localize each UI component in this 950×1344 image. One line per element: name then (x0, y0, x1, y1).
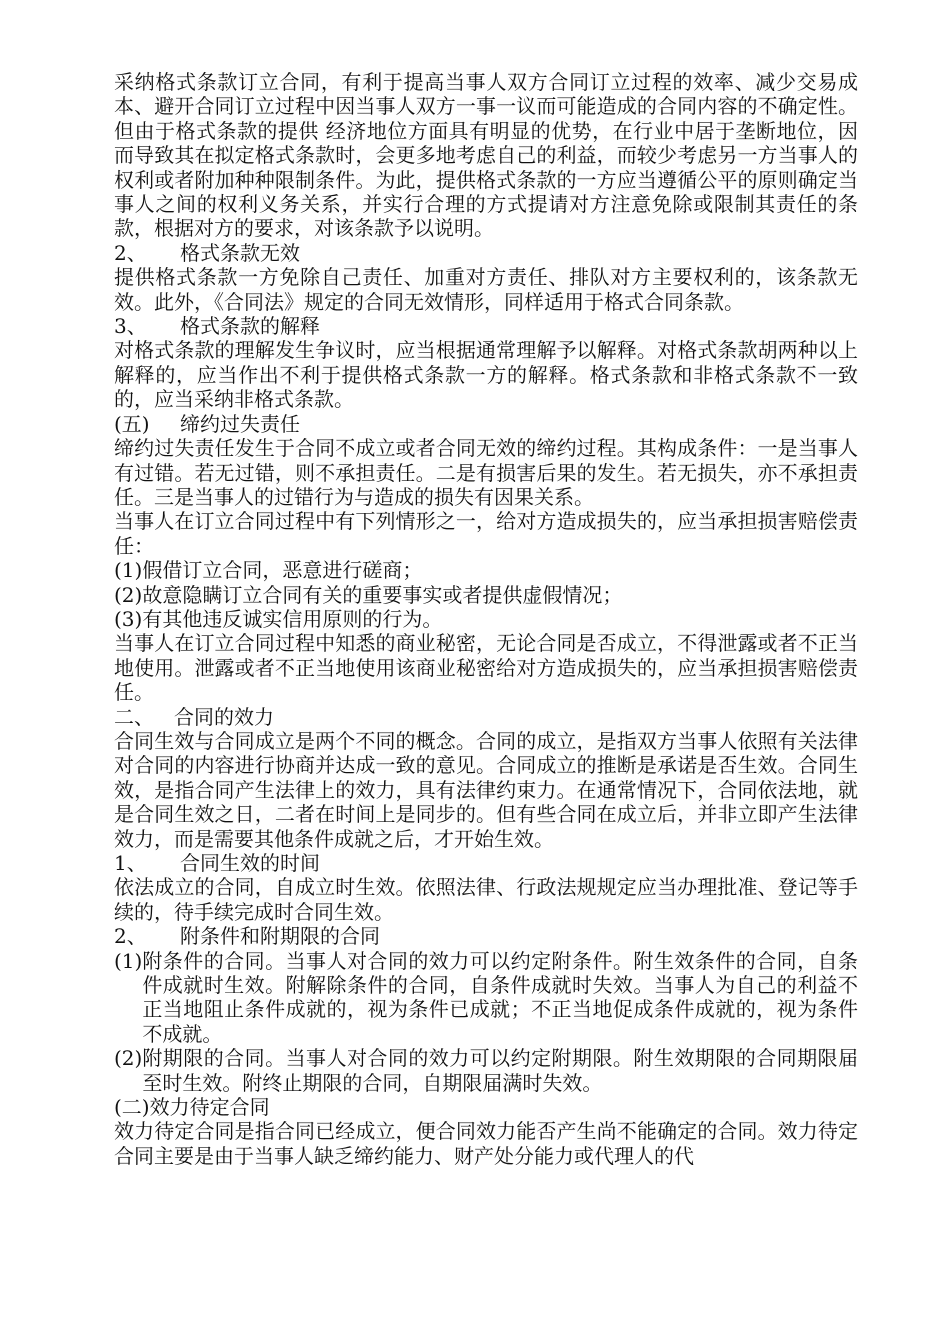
list-item (114, 607, 858, 631)
list-number: (2) (114, 582, 143, 607)
heading-number: 2、 (114, 240, 147, 265)
document-page (114, 70, 858, 1168)
heading-title: 缔约过失责任 (180, 411, 300, 436)
list-text: 附期限的合同。当事人对合同的效力可以约定附期限。附生效期限的合同期限届至时生效。附终止期限的合同，自期限届满时失效。 (142, 1046, 858, 1095)
list-number: (1) (114, 948, 143, 973)
paragraph: 对格式条款的理解发生争议时，应当根据通常理解予以解释。对格式条款胡两种以上解释的，应当作出不利于提供格式条款一方的解释。格式条款和非格式条款不一致的，应当采纳非格式条款。 (114, 338, 858, 412)
list-item (114, 583, 858, 607)
heading-number: (五) (114, 411, 150, 436)
paragraph: 提供格式条款一方免除自己责任、加重对方责任、排队对方主要权利的，该条款无效。此外，《合同法》规定的合同无效情形，同样适用于格式合同条款。 (114, 265, 858, 314)
list-item (114, 1046, 858, 1095)
heading-title: 格式条款无效 (180, 240, 300, 265)
paragraph: 缔约过失责任发生于合同不成立或者合同无效的缔约过程。其构成条件：一是当事人有过错。若无过错，则不承担责任。二是有损害后果的发生。若无损失，亦不承担责任。三是当事人的过错行为与造成的损失有因果关系。 (114, 436, 858, 509)
heading-title: 附条件和附期限的合同 (180, 924, 380, 949)
paragraph: 当事人在订立合同过程中有下列情形之一，给对方造成损失的，应当承担损害赔偿责任： (114, 509, 858, 558)
heading-number: 2、 (114, 924, 147, 949)
heading-title: 合同的效力 (174, 704, 274, 729)
section-heading (114, 851, 858, 875)
paragraph: 依法成立的合同，自成立时生效。依照法律、行政法规规定应当办理批准、登记等手续的，待手续完成时合同生效。 (114, 875, 858, 924)
section-heading (114, 412, 858, 436)
heading-number: 二、 (114, 704, 154, 729)
list-number: (1) (114, 558, 143, 583)
list-text: 附条件的合同。当事人对合同的效力可以约定附条件。附生效条件的合同，自条件成就时生效。附解除条件的合同，自条件成就时失效。当事人为自己的利益不正当地阻止条件成就的，视为条件已成就；不正当地促成条件成就的，视为条件不成就。 (142, 948, 858, 1046)
section-heading: (二)效力待定合同 (114, 1095, 270, 1120)
list-text: 有其他违反诚实信用原则的行为。 (142, 606, 443, 631)
list-number: (2) (114, 1046, 143, 1071)
list-text: 假借订立合同，恶意进行磋商； (142, 558, 423, 583)
paragraph: 合同生效与合同成立是两个不同的概念。合同的成立，是指双方当事人依照有关法律对合同的内容进行协商并达成一致的意见。合同成立的推断是承诺是否生效。合同生效，是指合同产生法律上的效力，具有法律约束力。在通常情况下，合同依法地，就是合同生效之日，二者在时间上是同步的。但有些合同在成立后，并非立即产生法律效力，而是需要其他条件成就之后，才开始生效。 (114, 728, 858, 851)
list-text: 故意隐瞒订立合同有关的重要事实或者提供虚假情况； (142, 582, 623, 607)
section-heading (114, 314, 858, 338)
section-heading (114, 705, 858, 729)
section-heading (114, 241, 858, 265)
paragraph: 效力待定合同是指合同已经成立，便合同效力能否产生尚不能确定的合同。效力待定合同主要是由于当事人缺乏缔约能力、财产处分能力或代理人的代 (114, 1119, 858, 1168)
list-item (114, 558, 858, 582)
section-heading (114, 924, 858, 948)
heading-title: 格式条款的解释 (180, 314, 320, 339)
list-item (114, 949, 858, 1047)
list-number: (3) (114, 606, 143, 631)
heading-number: 1、 (114, 851, 147, 875)
heading-number: 3、 (114, 314, 147, 339)
paragraph: 采纳格式条款订立合同，有利于提高当事人双方合同订立过程的效率、减少交易成本、避开合同订立过程中因当事人双方一事一议而可能造成的合同内容的不确定性。但由于格式条款的提供 经济地位方面具有明显的优势，在行业中居于垄断地位，因而导致其在拟定格式条款时，会更多地考虑自己的利益，而较少考虑另一方当事人的权利或者附加种种限制条件。为此，提供格式条款的一方应当遵循公平的原则确定当事人之间的权利义务关系，并实行合理的方式提请对方注意免除或限制其责任的条款，根据对方的要求，对该条款予以说明。 (114, 70, 858, 241)
paragraph: 当事人在订立合同过程中知悉的商业秘密，无论合同是否成立，不得泄露或者不正当地使用。泄露或者不正当地使用该商业秘密给对方造成损失的，应当承担损害赔偿责任。 (114, 631, 858, 705)
heading-title: 合同生效的时间 (180, 851, 320, 875)
